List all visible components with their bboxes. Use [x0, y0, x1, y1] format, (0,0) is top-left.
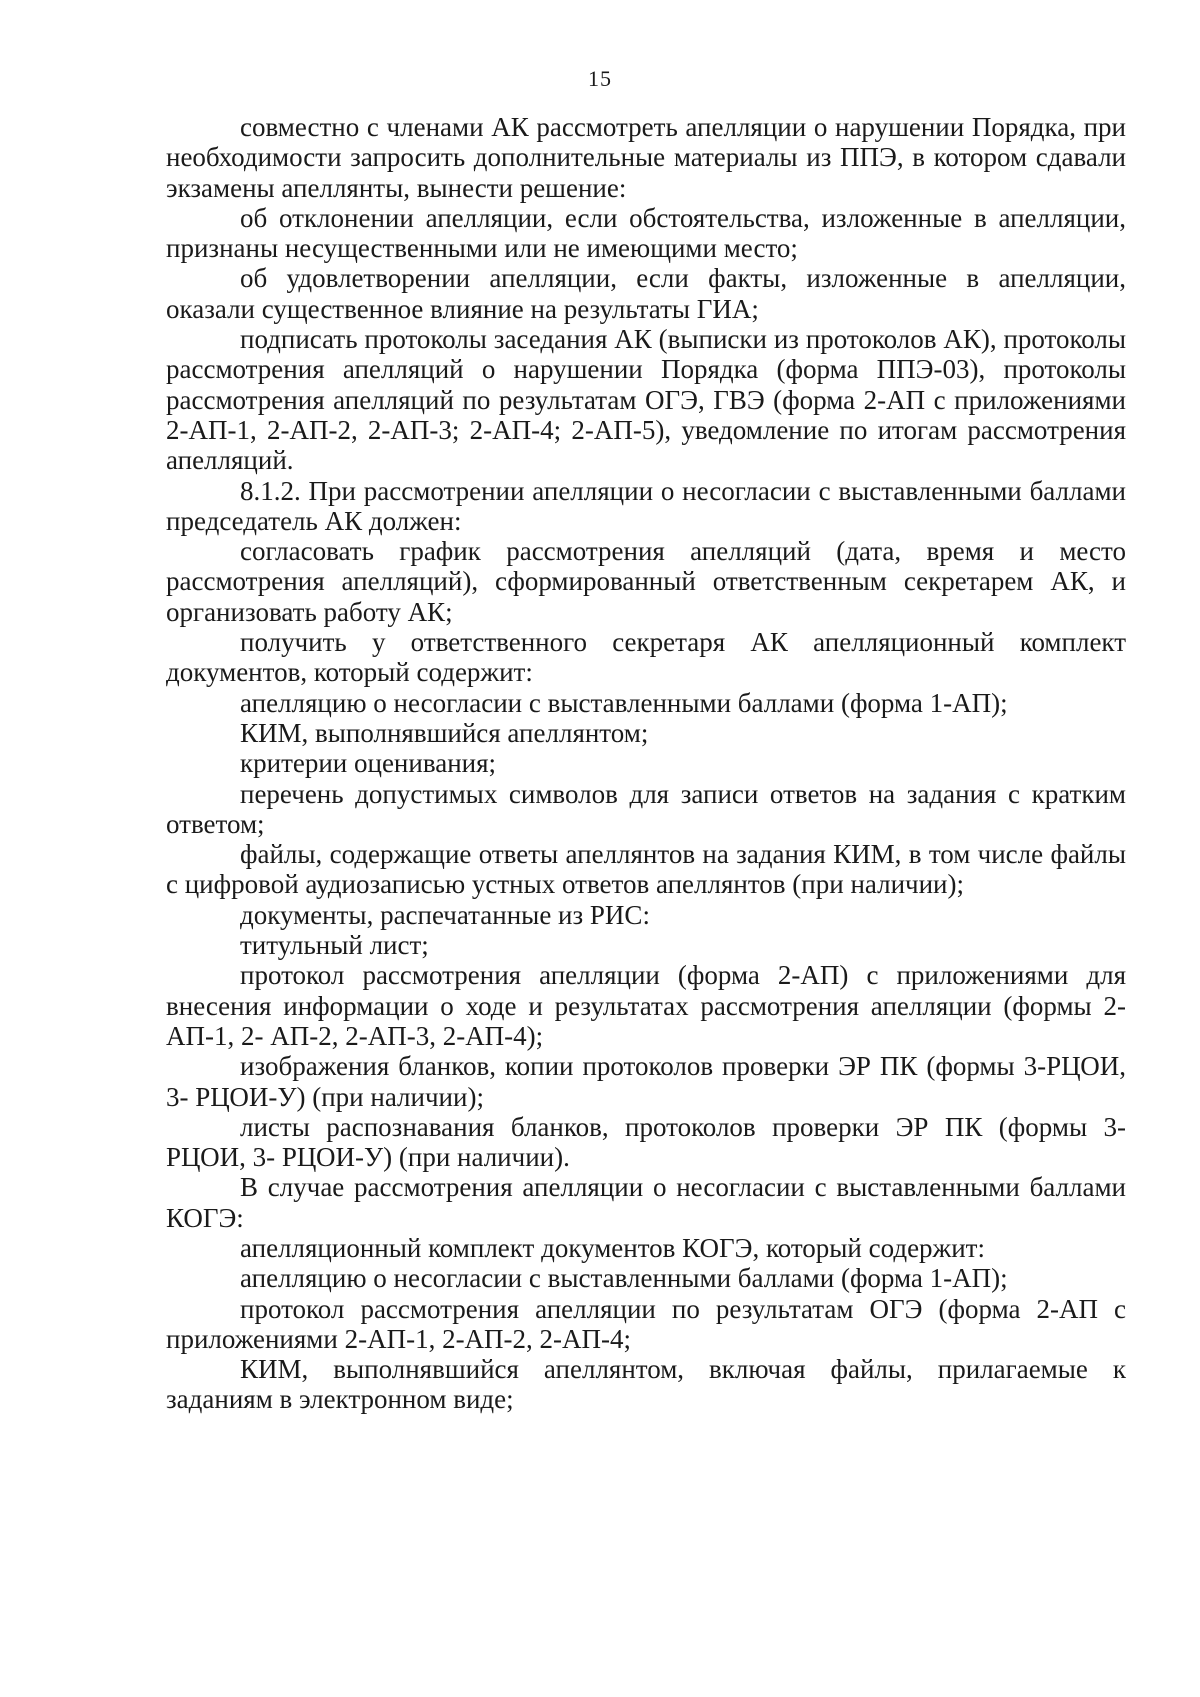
paragraph: совместно с членами АК рассмотреть апелляции о нарушении Порядка, при необходимости запросить дополнительные материалы из ППЭ, в котором сдавали экзамены апеллянты, вынести решение: — [166, 112, 1126, 203]
paragraph: титульный лист; — [240, 930, 429, 961]
paragraph: документы, распечатанные из РИС: — [240, 899, 650, 930]
paragraph: файлы, содержащие ответы апеллянтов на задания КИМ, в том числе файлы с цифровой аудиозаписью устных ответов апеллянтов (при наличии); — [166, 839, 1126, 900]
paragraph: КИМ, выполнявшийся апеллянтом; — [240, 717, 649, 748]
paragraph: апелляционный комплект документов КОГЭ, который содержит: — [240, 1232, 985, 1263]
paragraph: протокол рассмотрения апелляции (форма 2-АП) с приложениями для внесения информации о ходе и результатах рассмотрения апелляции (формы 2-АП-1, 2- АП-2, 2-АП-3, 2-АП-4); — [166, 960, 1126, 1051]
paragraph: протокол рассмотрения апелляции по результатам ОГЭ (форма 2-АП с приложениями 2-АП-1, 2-АП-2, 2-АП-4; — [166, 1293, 1126, 1354]
page-number: 15 — [588, 66, 612, 91]
paragraph: об отклонении апелляции, если обстоятельства, изложенные в апелляции, признаны несущественными или не имеющими место; — [166, 202, 1126, 264]
paragraph: подписать протоколы заседания АК (выписки из протоколов АК), протоколы рассмотрения апелляций о нарушении Порядка (форма ППЭ-03), протоколы рассмотрения апелляций по результатам ОГЭ, ГВЭ (форма 2-АП с приложениями 2-АП-1, 2-АП-2, 2-АП-3; 2-АП-4; 2-АП-5), уведомление по итогам рассмотрения апелляций. — [166, 324, 1126, 476]
paragraph: получить у ответственного секретаря АК апелляционный комплект документов, который содержит: — [166, 627, 1126, 688]
paragraph: согласовать график рассмотрения апелляций (дата, время и место рассмотрения апелляций), сформированный ответственным секретарем АК, и организовать работу АК; — [166, 536, 1126, 627]
paragraph: критерии оценивания; — [240, 748, 497, 779]
document-body — [166, 112, 1126, 1415]
paragraph: КИМ, выполнявшийся апеллянтом, включая файлы, прилагаемые к заданиям в электронном виде; — [166, 1354, 1126, 1415]
paragraph: листы распознавания бланков, протоколов проверки ЭР ПК (формы 3-РЦОИ, 3- РЦОИ-У) (при наличии). — [166, 1111, 1126, 1173]
paragraph: об удовлетворении апелляции, если факты, изложенные в апелляции, оказали существенное влияние на результаты ГИА; — [166, 263, 1126, 324]
paragraph: 8.1.2. При рассмотрении апелляции о несогласии с выставленными баллами председатель АК должен: — [166, 475, 1126, 536]
paragraph: перечень допустимых символов для записи ответов на задания с кратким ответом; — [166, 778, 1126, 839]
paragraph: изображения бланков, копии протоколов проверки ЭР ПК (формы 3-РЦОИ, 3- РЦОИ-У) (при наличии); — [166, 1051, 1126, 1112]
paragraph: апелляцию о несогласии с выставленными баллами (форма 1-АП); — [240, 687, 1008, 718]
paragraph: В случае рассмотрения апелляции о несогласии с выставленными баллами КОГЭ: — [166, 1172, 1126, 1233]
paragraph: апелляцию о несогласии с выставленными баллами (форма 1-АП); — [240, 1263, 1008, 1294]
